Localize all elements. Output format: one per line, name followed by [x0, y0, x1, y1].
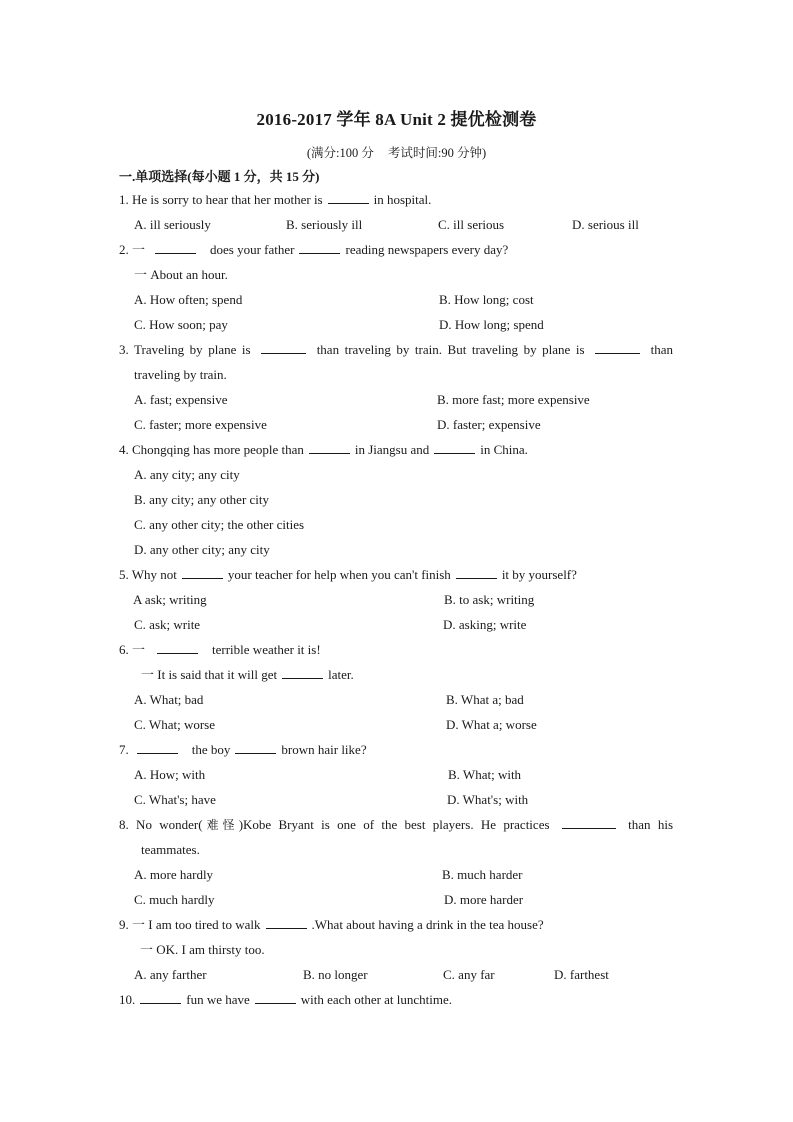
- answer-blank: [182, 566, 223, 579]
- answer-blank: [282, 666, 323, 679]
- question-1-option-a: A. ill seriously: [134, 217, 211, 232]
- question-8-stem: 8. No wonder(难怪)Kobe Bryant is one of the best players. He practices than his: [119, 817, 674, 832]
- question-5-option-c: C. ask; write: [134, 617, 201, 632]
- answer-blank: [562, 816, 616, 829]
- section-heading: 一.单项选择(每小题 1 分，共 15 分): [119, 169, 320, 184]
- question-2-stem: 2. 一 does your father reading newspapers every day?: [119, 242, 509, 257]
- question-6-option-a: A. What; bad: [134, 692, 204, 707]
- question-3-option-d: D. faster; expensive: [437, 417, 541, 432]
- question-6-option-c: C. What; worse: [134, 717, 215, 732]
- answer-blank: [140, 991, 181, 1004]
- question-2-option-b: B. How long; cost: [439, 292, 534, 307]
- answer-blank: [309, 441, 350, 454]
- question-1-option-b: B. seriously ill: [286, 217, 363, 232]
- question-9-reply: 一 OK. I am thirsty too.: [140, 942, 265, 957]
- question-9-option-a: A. any farther: [134, 967, 207, 982]
- question-5-option-a: A ask; writing: [133, 592, 207, 607]
- answer-blank: [328, 191, 369, 204]
- question-6-stem: 6. 一 terrible weather it is!: [119, 642, 321, 657]
- question-1-option-d: D. serious ill: [572, 217, 639, 232]
- question-6-option-b: B. What a; bad: [446, 692, 524, 707]
- question-4-stem: 4. Chongqing has more people than in Jiangsu and in China.: [119, 442, 528, 457]
- question-6-option-d: D. What a; worse: [446, 717, 537, 732]
- question-3-stem: 3. Traveling by plane is than traveling by train. But traveling by plane is than: [119, 342, 673, 357]
- answer-blank: [456, 566, 497, 579]
- question-3-stem-cont: traveling by train.: [134, 367, 227, 382]
- question-9-stem: 9. 一 I am too tired to walk .What about having a drink in the tea house?: [119, 917, 544, 932]
- question-7-option-b: B. What; with: [448, 767, 522, 782]
- question-4-option-a: A. any city; any city: [134, 467, 240, 482]
- answer-blank: [235, 741, 276, 754]
- question-9-option-c: C. any far: [443, 967, 495, 982]
- answer-blank: [299, 241, 340, 254]
- question-1-stem: 1. He is sorry to hear that her mother is in hospital.: [119, 192, 432, 207]
- question-10-stem: 10. fun we have with each other at lunchtime.: [119, 992, 453, 1007]
- question-5-option-d: D. asking; write: [443, 617, 527, 632]
- question-8-option-a: A. more hardly: [134, 867, 214, 882]
- time-info: 考试时间:90 分钟): [387, 146, 487, 160]
- question-3-option-a: A. fast; expensive: [134, 392, 228, 407]
- question-2-reply: 一 About an hour.: [134, 267, 228, 282]
- answer-blank: [595, 341, 640, 354]
- page-title: 2016-2017 学年 8A Unit 2 提优检测卷: [256, 110, 537, 129]
- answer-blank: [261, 341, 306, 354]
- question-7-option-c: C. What's; have: [134, 792, 216, 807]
- answer-blank: [255, 991, 296, 1004]
- question-3-option-b: B. more fast; more expensive: [437, 392, 590, 407]
- question-7-stem: 7. the boy brown hair like?: [119, 742, 367, 757]
- answer-blank: [137, 741, 178, 754]
- question-6-reply: 一 It is said that it will get later.: [141, 667, 354, 682]
- question-3-option-c: C. faster; more expensive: [134, 417, 267, 432]
- question-4-option-b: B. any city; any other city: [134, 492, 270, 507]
- question-2-option-a: A. How often; spend: [134, 292, 243, 307]
- question-1-option-c: C. ill serious: [438, 217, 505, 232]
- question-8-option-b: B. much harder: [442, 867, 523, 882]
- answer-blank: [434, 441, 475, 454]
- question-8-option-c: C. much hardly: [134, 892, 215, 907]
- question-2-option-c: C. How soon; pay: [134, 317, 228, 332]
- answer-blank: [266, 916, 307, 929]
- score-info: (满分:100 分: [306, 146, 374, 160]
- question-9-option-b: B. no longer: [303, 967, 368, 982]
- question-5-option-b: B. to ask; writing: [444, 592, 535, 607]
- question-7-option-d: D. What's; with: [447, 792, 529, 807]
- exam-info: [0, 143, 793, 161]
- question-5-stem: 5. Why not your teacher for help when you can't finish it by yourself?: [119, 567, 577, 582]
- question-4-option-c: C. any other city; the other cities: [134, 517, 305, 532]
- question-2-option-d: D. How long; spend: [439, 317, 544, 332]
- question-7-option-a: A. How; with: [134, 767, 206, 782]
- question-8-stem-cont: teammates.: [141, 842, 200, 857]
- answer-blank: [157, 641, 198, 654]
- question-9-option-d: D. farthest: [554, 967, 609, 982]
- question-8-option-d: D. more harder: [444, 892, 524, 907]
- answer-blank: [155, 241, 196, 254]
- question-4-option-d: D. any other city; any city: [134, 542, 270, 557]
